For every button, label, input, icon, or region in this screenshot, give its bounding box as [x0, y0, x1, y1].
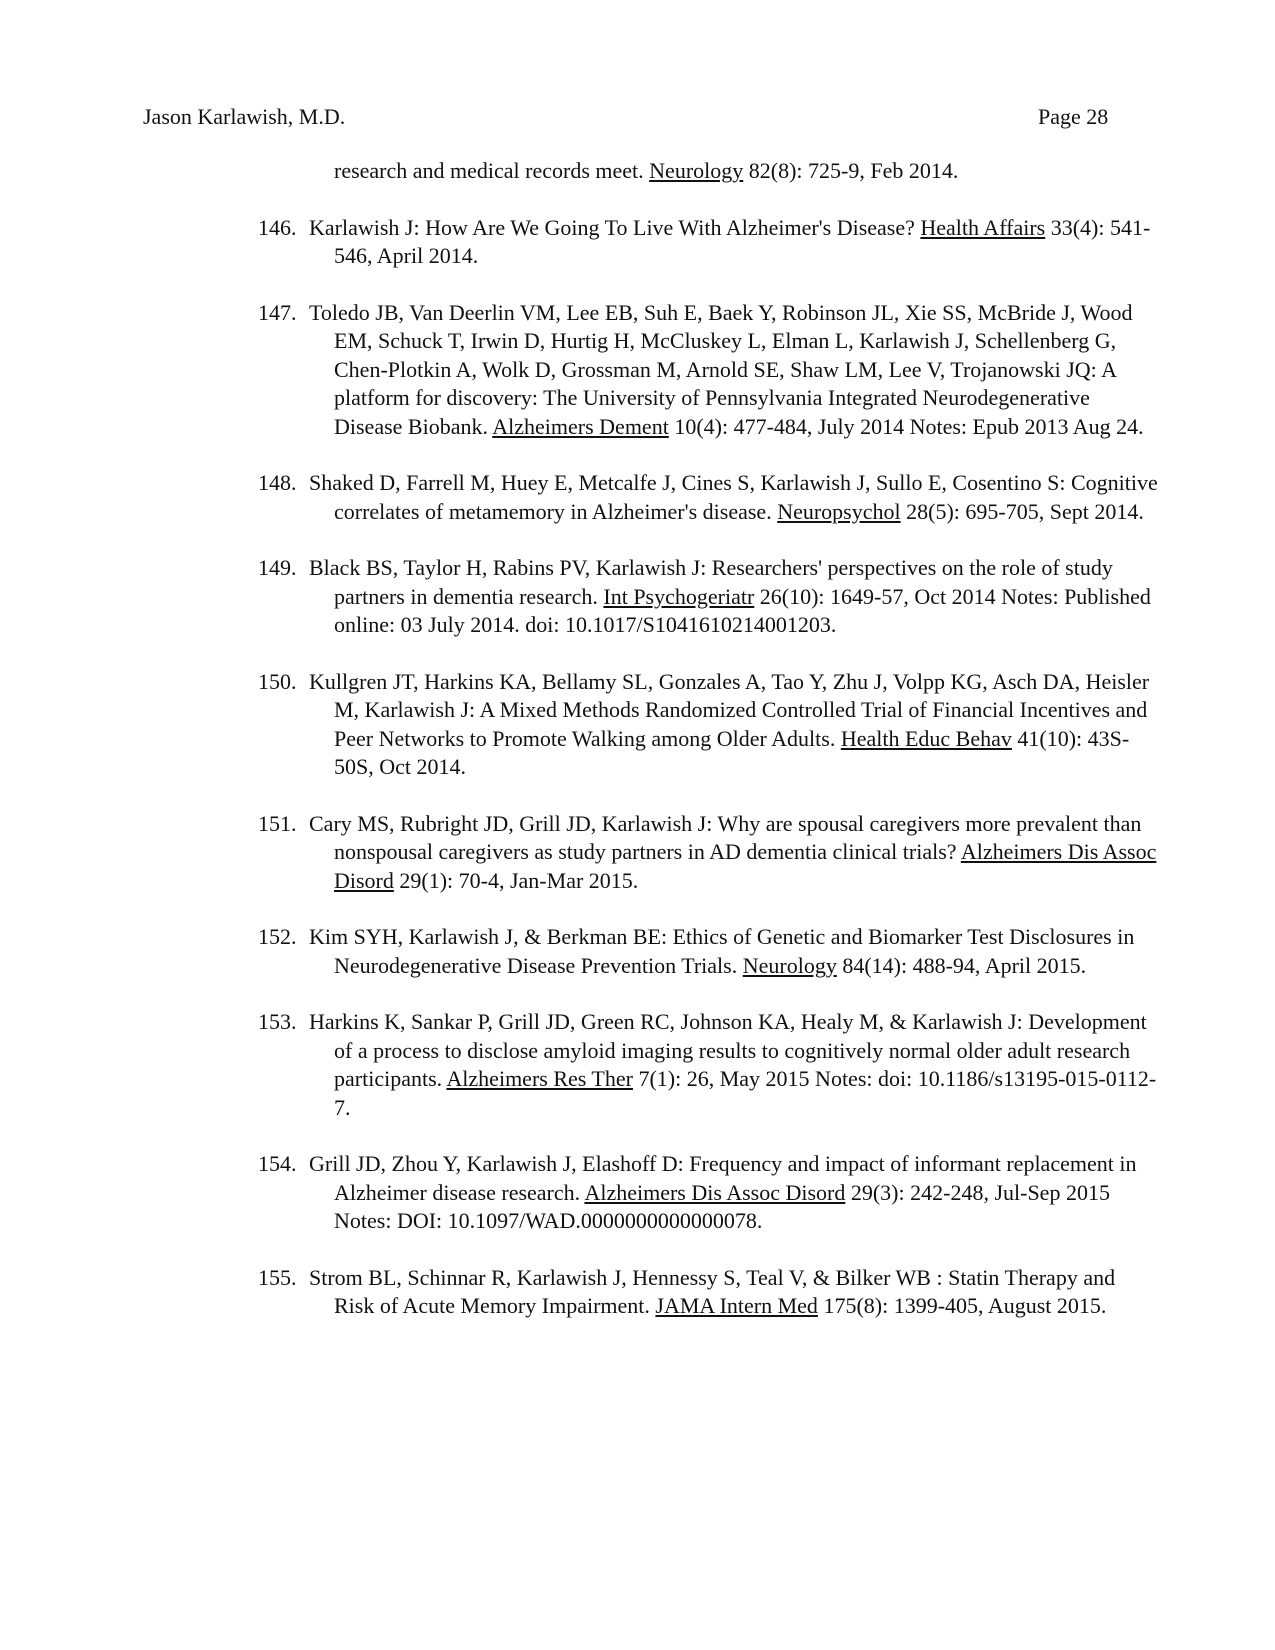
reference-text: Cary MS, Rubright JD, Grill JD, Karlawish J: Why are spousal caregivers more prevalent than nonspousal caregivers as study partners in AD dementia clinical trials? — [309, 810, 1142, 864]
reference-body — [309, 1264, 1158, 1321]
reference-text: Harkins K, Sankar P, Grill JD, Green RC, Johnson KA, Healy M, & Karlawish J: Development of a process to disclose amyloid imaging results to cognitively normal older adult research participants. — [309, 1009, 1147, 1091]
journal-name: JAMA Intern Med — [655, 1293, 818, 1318]
reference-text: Strom BL, Schinnar R, Karlawish J, Hennessy S, Teal V, & Bilker WB : Statin Therapy and Risk of Acute Memory Impairment. — [309, 1264, 1116, 1318]
reference-number: 150. — [258, 668, 297, 694]
journal-name: Alzheimers Dis Assoc Disord — [334, 839, 1157, 893]
reference-item — [258, 1008, 1158, 1122]
reference-item — [258, 668, 1158, 782]
reference-item — [258, 1150, 1158, 1236]
reference-body — [309, 1008, 1158, 1122]
journal-name: Alzheimers Dis Assoc Disord — [584, 1179, 846, 1205]
reference-number: 149. — [258, 555, 297, 580]
reference-number: 153. — [258, 1009, 297, 1034]
reference-citation: 175(8): 1399-405, August 2015. — [817, 1293, 1107, 1318]
reference-item — [258, 214, 1158, 271]
reference-text: Shaked D, Farrell M, Huey E, Metcalfe J, Cines S, Karlawish J, Sullo E, Cosentino S: Cognitive correlates of metamemory in Alzheimer's disease. — [309, 470, 1158, 524]
reference-text: Kim SYH, Karlawish J, & Berkman BE: Ethics of Genetic and Biomarker Test Disclosures in Neurodegenerative Disease Prevention Trials. — [309, 924, 1135, 978]
reference-item — [258, 923, 1158, 980]
reference-continuation — [258, 157, 1158, 186]
reference-body — [309, 810, 1158, 896]
reference-item — [258, 1264, 1158, 1321]
header-page-number: Page 28 — [1038, 104, 1109, 129]
reference-text: Karlawish J: How Are We Going To Live With Alzheimer's Disease? — [309, 214, 921, 240]
journal-name: Neurology — [649, 158, 744, 183]
journal-name: Alzheimers Dement — [492, 413, 669, 439]
reference-item — [258, 554, 1158, 640]
header-author: Jason Karlawish, M.D. — [143, 104, 346, 129]
reference-citation: 29(3): 242-248, Jul-Sep 2015 Notes: DOI: 10.1097/WAD.0000000000000078. — [334, 1179, 1110, 1233]
reference-body — [309, 668, 1158, 782]
reference-citation: 41(10): 43S-50S, Oct 2014. — [334, 725, 1130, 779]
reference-citation: 84(14): 488-94, April 2015. — [836, 952, 1087, 978]
reference-text: Grill JD, Zhou Y, Karlawish J, Elashoff D: Frequency and impact of informant replacement in Alzheimer disease research. — [309, 1151, 1137, 1205]
journal-name: Health Affairs — [920, 214, 1046, 240]
reference-number: 152. — [258, 924, 297, 949]
reference-text: Black BS, Taylor H, Rabins PV, Karlawish J: Researchers' perspectives on the role of study partners in dementia research. — [309, 555, 1113, 609]
journal-name: Neuropsychol — [777, 498, 901, 524]
reference-item — [258, 810, 1158, 896]
reference-text: research and medical records meet. — [334, 158, 650, 183]
reference-item — [258, 299, 1158, 442]
reference-number: 154. — [258, 1151, 297, 1176]
journal-name: Alzheimers Res Ther — [446, 1066, 633, 1091]
reference-text: Kullgren JT, Harkins KA, Bellamy SL, Gonzales A, Tao Y, Zhu J, Volpp KG, Asch DA, Heisler M, Karlawish J: A Mixed Methods Randomized Controlled Trial of Financial Incentives and Peer Networks to Promote Walking among Older Adults. — [309, 668, 1150, 751]
reference-body — [309, 554, 1158, 640]
reference-citation: 29(1): 70-4, Jan-Mar 2015. — [393, 867, 639, 893]
reference-number: 147. — [258, 299, 297, 325]
reference-citation: 82(8): 725-9, Feb 2014. — [743, 158, 959, 183]
reference-list — [258, 157, 1158, 1349]
journal-name: Health Educ Behav — [840, 725, 1012, 751]
reference-number: 148. — [258, 470, 297, 495]
reference-body — [309, 214, 1158, 271]
reference-body — [309, 469, 1158, 526]
reference-body — [309, 1150, 1158, 1236]
reference-number: 155. — [258, 1264, 297, 1290]
reference-citation: 33(4): 541-546, April 2014. — [334, 214, 1151, 268]
reference-text: Toledo JB, Van Deerlin VM, Lee EB, Suh E, Baek Y, Robinson JL, Xie SS, McBride J, Wood EM, Schuck T, Irwin D, Hurtig H, McCluskey L, Elman L, Karlawish J, Schellenberg G, Chen-Plotkin A, Wolk D, Grossman M, Arnold SE, Shaw LM, Lee V, Trojanowski JQ: A platform for discovery: The University of Pennsylvania Integrated Neurodegenerative Disease Biobank. — [309, 299, 1133, 439]
reference-citation: 10(4): 477-484, July 2014 Notes: Epub 2013 Aug 24. — [668, 413, 1144, 439]
journal-name: Int Psychogeriatr — [603, 583, 755, 609]
reference-citation: 26(10): 1649-57, Oct 2014 Notes: Published online: 03 July 2014. doi: 10.1017/S1041610214001203. — [334, 583, 1151, 637]
reference-body — [309, 299, 1158, 442]
reference-citation: 7(1): 26, May 2015 Notes: doi: 10.1186/s13195-015-0112-7. — [334, 1066, 1157, 1120]
journal-name: Neurology — [742, 952, 837, 978]
reference-citation: 28(5): 695-705, Sept 2014. — [900, 498, 1144, 524]
reference-number: 151. — [258, 810, 297, 836]
reference-number: 146. — [258, 214, 297, 240]
reference-body — [309, 923, 1158, 980]
reference-item — [258, 469, 1158, 526]
